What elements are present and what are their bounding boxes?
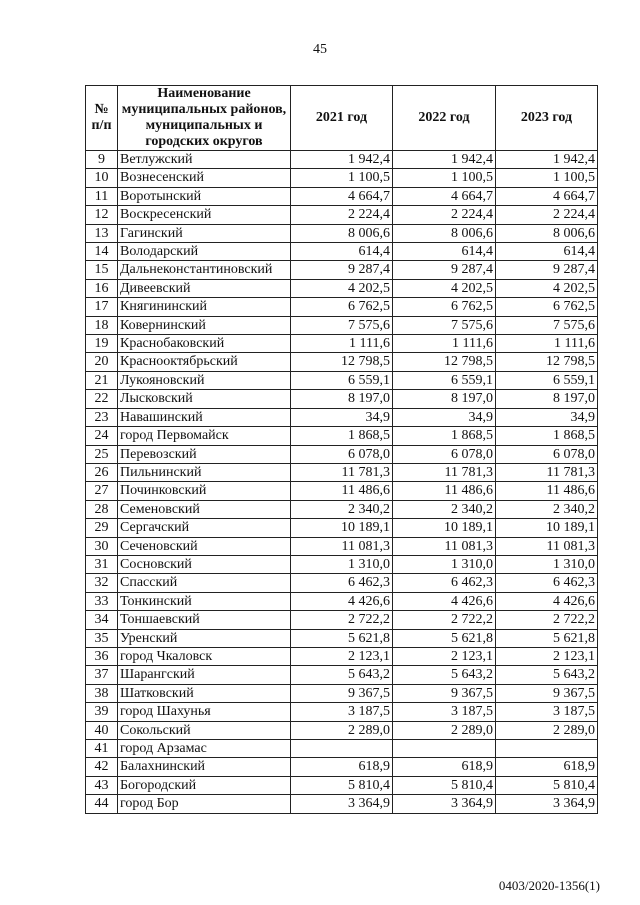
row-value-2021: 2 123,1	[291, 647, 393, 665]
table-row	[86, 574, 598, 592]
row-name: Гагинский	[118, 224, 291, 242]
row-number: 38	[86, 684, 118, 702]
table-row	[86, 684, 598, 702]
row-value-2023: 2 340,2	[496, 500, 598, 518]
row-value-2021: 3 364,9	[291, 795, 393, 813]
row-name: Ковернинский	[118, 316, 291, 334]
table-row	[86, 482, 598, 500]
row-value-2022: 6 559,1	[393, 371, 496, 389]
row-value-2023: 2 224,4	[496, 206, 598, 224]
row-value-2022	[393, 740, 496, 758]
row-value-2022: 1 100,5	[393, 169, 496, 187]
row-name: Богородский	[118, 776, 291, 794]
row-value-2021: 614,4	[291, 243, 393, 261]
row-name: Сеченовский	[118, 537, 291, 555]
row-value-2021: 12 798,5	[291, 353, 393, 371]
table-row	[86, 390, 598, 408]
row-name: Володарский	[118, 243, 291, 261]
row-value-2022: 8 006,6	[393, 224, 496, 242]
row-value-2023: 5 810,4	[496, 776, 598, 794]
row-number: 20	[86, 353, 118, 371]
row-value-2022: 9 367,5	[393, 684, 496, 702]
table-row	[86, 795, 598, 813]
row-value-2022: 11 781,3	[393, 463, 496, 481]
row-value-2022: 6 078,0	[393, 445, 496, 463]
header-2022: 2022 год	[393, 86, 496, 151]
row-number: 15	[86, 261, 118, 279]
row-name: Лукояновский	[118, 371, 291, 389]
row-value-2023: 1 868,5	[496, 427, 598, 445]
row-name: Воскресенский	[118, 206, 291, 224]
table-row	[86, 500, 598, 518]
table-row	[86, 243, 598, 261]
row-number: 12	[86, 206, 118, 224]
row-value-2021: 10 189,1	[291, 519, 393, 537]
row-name: Краснобаковский	[118, 335, 291, 353]
header-2021: 2021 год	[291, 86, 393, 151]
row-value-2023: 2 289,0	[496, 721, 598, 739]
row-number: 10	[86, 169, 118, 187]
row-value-2022: 12 798,5	[393, 353, 496, 371]
table-row	[86, 206, 598, 224]
row-number: 16	[86, 279, 118, 297]
row-value-2021: 11 781,3	[291, 463, 393, 481]
row-value-2021: 4 664,7	[291, 187, 393, 205]
row-number: 13	[86, 224, 118, 242]
table-row	[86, 740, 598, 758]
row-value-2021: 34,9	[291, 408, 393, 426]
row-value-2021: 8 006,6	[291, 224, 393, 242]
table-row	[86, 776, 598, 794]
table-row	[86, 758, 598, 776]
row-value-2022: 618,9	[393, 758, 496, 776]
row-number: 26	[86, 463, 118, 481]
row-value-2022: 9 287,4	[393, 261, 496, 279]
table-row	[86, 353, 598, 371]
row-value-2021: 6 462,3	[291, 574, 393, 592]
row-value-2022: 7 575,6	[393, 316, 496, 334]
row-number: 30	[86, 537, 118, 555]
row-value-2021: 1 942,4	[291, 151, 393, 169]
row-value-2021: 5 643,2	[291, 666, 393, 684]
table-row	[86, 279, 598, 297]
row-value-2023: 2 722,2	[496, 611, 598, 629]
row-value-2022: 3 364,9	[393, 795, 496, 813]
row-value-2022: 4 426,6	[393, 592, 496, 610]
row-value-2021	[291, 740, 393, 758]
row-value-2021: 3 187,5	[291, 703, 393, 721]
row-name: Навашинский	[118, 408, 291, 426]
row-number: 35	[86, 629, 118, 647]
row-number: 27	[86, 482, 118, 500]
row-value-2022: 4 202,5	[393, 279, 496, 297]
table-row	[86, 427, 598, 445]
row-number: 25	[86, 445, 118, 463]
row-number: 42	[86, 758, 118, 776]
row-number: 40	[86, 721, 118, 739]
row-name: Лысковский	[118, 390, 291, 408]
row-number: 33	[86, 592, 118, 610]
row-value-2021: 6 559,1	[291, 371, 393, 389]
row-value-2023: 4 202,5	[496, 279, 598, 297]
row-value-2023: 6 078,0	[496, 445, 598, 463]
budget-table	[85, 85, 598, 814]
row-value-2021: 1 868,5	[291, 427, 393, 445]
row-value-2021: 7 575,6	[291, 316, 393, 334]
row-value-2021: 8 197,0	[291, 390, 393, 408]
row-number: 34	[86, 611, 118, 629]
row-value-2023: 1 111,6	[496, 335, 598, 353]
row-value-2021: 4 426,6	[291, 592, 393, 610]
table-row	[86, 703, 598, 721]
row-name: город Бор	[118, 795, 291, 813]
header-2023: 2023 год	[496, 86, 598, 151]
row-value-2023: 614,4	[496, 243, 598, 261]
row-value-2021: 2 722,2	[291, 611, 393, 629]
row-value-2022: 5 643,2	[393, 666, 496, 684]
document-code: 0403/2020-1356(1)	[498, 878, 600, 893]
row-value-2023: 7 575,6	[496, 316, 598, 334]
table-row	[86, 537, 598, 555]
row-value-2022: 2 224,4	[393, 206, 496, 224]
row-value-2022: 4 664,7	[393, 187, 496, 205]
row-value-2023: 3 187,5	[496, 703, 598, 721]
row-number: 14	[86, 243, 118, 261]
row-value-2021: 5 621,8	[291, 629, 393, 647]
row-value-2022: 1 111,6	[393, 335, 496, 353]
row-value-2023: 6 762,5	[496, 298, 598, 316]
row-value-2021: 618,9	[291, 758, 393, 776]
row-number: 36	[86, 647, 118, 665]
row-name: Сокольский	[118, 721, 291, 739]
table-row	[86, 151, 598, 169]
row-name: город Чкаловск	[118, 647, 291, 665]
row-value-2022: 11 486,6	[393, 482, 496, 500]
row-name: Пильнинский	[118, 463, 291, 481]
row-value-2021: 1 111,6	[291, 335, 393, 353]
table-row	[86, 335, 598, 353]
row-name: Спасский	[118, 574, 291, 592]
row-number: 31	[86, 555, 118, 573]
table-row	[86, 169, 598, 187]
row-name: Тонкинский	[118, 592, 291, 610]
row-value-2022: 5 621,8	[393, 629, 496, 647]
row-value-2022: 3 187,5	[393, 703, 496, 721]
row-value-2023: 9 367,5	[496, 684, 598, 702]
row-value-2021: 9 367,5	[291, 684, 393, 702]
table-row	[86, 666, 598, 684]
row-number: 22	[86, 390, 118, 408]
row-value-2022: 614,4	[393, 243, 496, 261]
row-value-2022: 2 289,0	[393, 721, 496, 739]
row-value-2022: 6 762,5	[393, 298, 496, 316]
row-name: город Арзамас	[118, 740, 291, 758]
row-name: Уренский	[118, 629, 291, 647]
row-number: 28	[86, 500, 118, 518]
row-value-2021: 2 340,2	[291, 500, 393, 518]
row-name: Вознесенский	[118, 169, 291, 187]
table-row	[86, 721, 598, 739]
row-name: Ветлужский	[118, 151, 291, 169]
row-value-2023: 5 621,8	[496, 629, 598, 647]
row-value-2021: 9 287,4	[291, 261, 393, 279]
row-name: Шарангский	[118, 666, 291, 684]
row-value-2021: 1 100,5	[291, 169, 393, 187]
row-value-2022: 2 340,2	[393, 500, 496, 518]
row-value-2023: 1 310,0	[496, 555, 598, 573]
row-number: 21	[86, 371, 118, 389]
table-row	[86, 187, 598, 205]
row-value-2023: 6 559,1	[496, 371, 598, 389]
table-header-row	[86, 86, 598, 151]
row-value-2022: 6 462,3	[393, 574, 496, 592]
row-number: 24	[86, 427, 118, 445]
row-value-2021: 11 081,3	[291, 537, 393, 555]
table-row	[86, 298, 598, 316]
row-value-2022: 11 081,3	[393, 537, 496, 555]
table-row	[86, 611, 598, 629]
row-number: 39	[86, 703, 118, 721]
row-name: Сосновский	[118, 555, 291, 573]
table-row	[86, 224, 598, 242]
row-value-2021: 11 486,6	[291, 482, 393, 500]
table-row	[86, 592, 598, 610]
row-value-2023: 4 664,7	[496, 187, 598, 205]
row-number: 29	[86, 519, 118, 537]
row-name: Дивеевский	[118, 279, 291, 297]
row-value-2023: 34,9	[496, 408, 598, 426]
row-number: 37	[86, 666, 118, 684]
row-value-2022: 8 197,0	[393, 390, 496, 408]
header-num: № п/п	[86, 86, 118, 151]
row-value-2022: 1 868,5	[393, 427, 496, 445]
row-name: город Первомайск	[118, 427, 291, 445]
row-value-2023: 11 781,3	[496, 463, 598, 481]
page-number: 45	[313, 42, 327, 57]
row-value-2023: 6 462,3	[496, 574, 598, 592]
row-name: Перевозский	[118, 445, 291, 463]
table-row	[86, 647, 598, 665]
row-name: Княгининский	[118, 298, 291, 316]
row-name: Тоншаевский	[118, 611, 291, 629]
row-value-2023: 8 006,6	[496, 224, 598, 242]
row-value-2023: 2 123,1	[496, 647, 598, 665]
row-value-2023: 9 287,4	[496, 261, 598, 279]
row-value-2023: 5 643,2	[496, 666, 598, 684]
table-row	[86, 629, 598, 647]
table-row	[86, 445, 598, 463]
row-name: город Шахунья	[118, 703, 291, 721]
row-value-2023: 11 486,6	[496, 482, 598, 500]
row-value-2021: 2 289,0	[291, 721, 393, 739]
row-value-2023: 10 189,1	[496, 519, 598, 537]
row-name: Краснооктябрьский	[118, 353, 291, 371]
row-value-2021: 5 810,4	[291, 776, 393, 794]
table-row	[86, 463, 598, 481]
row-number: 44	[86, 795, 118, 813]
row-value-2021: 4 202,5	[291, 279, 393, 297]
row-name: Починковский	[118, 482, 291, 500]
row-value-2023: 8 197,0	[496, 390, 598, 408]
header-name: Наименование муниципальных районов, муниципальных и городских округов	[118, 86, 291, 151]
row-number: 23	[86, 408, 118, 426]
row-name: Сергачский	[118, 519, 291, 537]
row-name: Семеновский	[118, 500, 291, 518]
row-value-2022: 2 123,1	[393, 647, 496, 665]
table-row	[86, 261, 598, 279]
row-value-2022: 34,9	[393, 408, 496, 426]
row-value-2023	[496, 740, 598, 758]
row-value-2023: 11 081,3	[496, 537, 598, 555]
row-value-2021: 6 078,0	[291, 445, 393, 463]
table-row	[86, 408, 598, 426]
row-value-2023: 12 798,5	[496, 353, 598, 371]
row-value-2023: 1 100,5	[496, 169, 598, 187]
row-number: 32	[86, 574, 118, 592]
table-row	[86, 519, 598, 537]
row-name: Воротынский	[118, 187, 291, 205]
row-number: 17	[86, 298, 118, 316]
row-value-2021: 1 310,0	[291, 555, 393, 573]
row-number: 9	[86, 151, 118, 169]
row-value-2021: 2 224,4	[291, 206, 393, 224]
table-row	[86, 316, 598, 334]
row-value-2023: 4 426,6	[496, 592, 598, 610]
row-value-2021: 6 762,5	[291, 298, 393, 316]
row-value-2022: 1 310,0	[393, 555, 496, 573]
row-number: 18	[86, 316, 118, 334]
row-name: Шатковский	[118, 684, 291, 702]
row-value-2022: 1 942,4	[393, 151, 496, 169]
row-number: 41	[86, 740, 118, 758]
row-value-2023: 618,9	[496, 758, 598, 776]
row-number: 43	[86, 776, 118, 794]
row-number: 19	[86, 335, 118, 353]
row-value-2022: 10 189,1	[393, 519, 496, 537]
table-row	[86, 555, 598, 573]
row-value-2023: 3 364,9	[496, 795, 598, 813]
row-name: Дальнеконстантиновский	[118, 261, 291, 279]
row-value-2023: 1 942,4	[496, 151, 598, 169]
table-row	[86, 371, 598, 389]
row-name: Балахнинский	[118, 758, 291, 776]
row-value-2022: 2 722,2	[393, 611, 496, 629]
row-number: 11	[86, 187, 118, 205]
row-value-2022: 5 810,4	[393, 776, 496, 794]
